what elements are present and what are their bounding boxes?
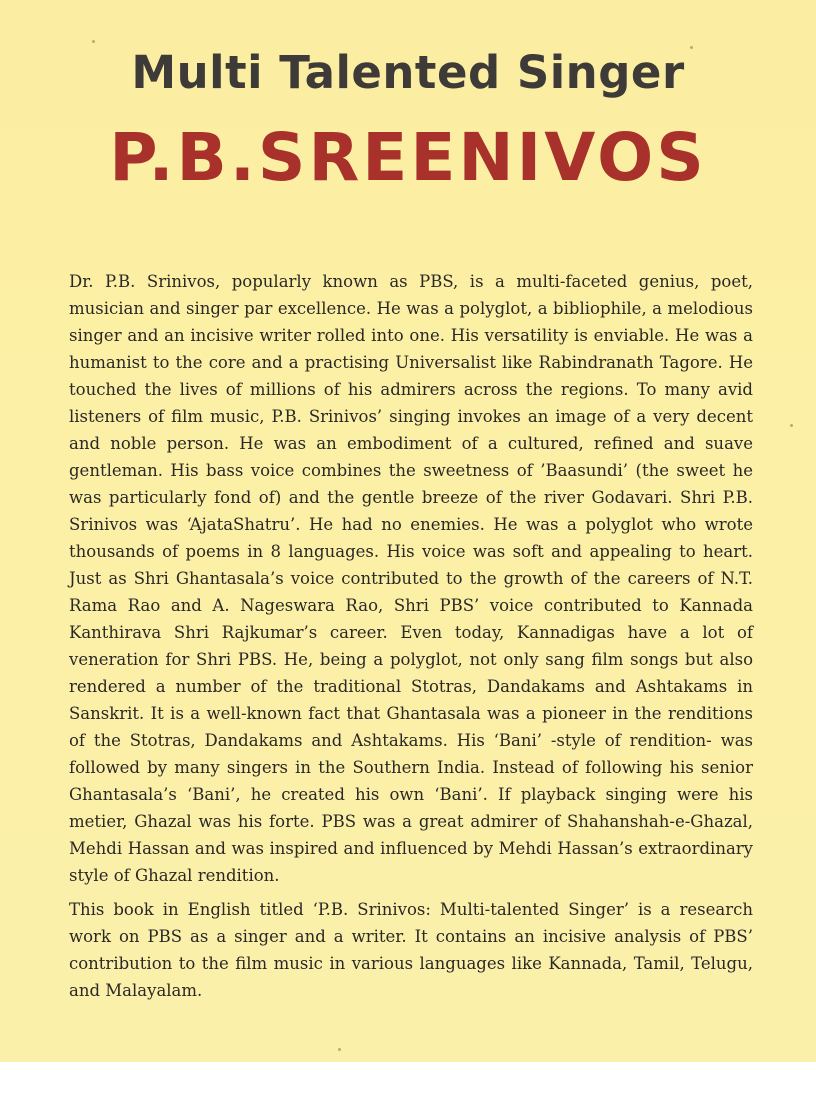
print-speck xyxy=(338,1048,341,1051)
cover-author-name: P.B.SREENIVOS xyxy=(109,119,707,196)
cover-subtitle: Multi Talented Singer xyxy=(131,46,685,99)
print-speck xyxy=(790,424,793,427)
back-cover-blurb xyxy=(69,268,753,1011)
blurb-paragraph-2: This book in English titled ‘P.B. Srinivos: Multi-talented Singer’ is a research work on PBS as a singer and a writer. It contains an incisive analysis of PBS’ contribution to the film music in various languages like Kannada, Tamil, Telugu, and Malayalam. xyxy=(69,900,753,1000)
print-speck xyxy=(92,40,95,43)
blurb-paragraph-1: Dr. P.B. Srinivos, popularly known as PBS, is a multi-faceted genius, poet, musician and singer par excellence. He was a polyglot, a bibliophile, a melodious singer and an incisive writer rolled into one. His versatility is enviable. He was a humanist to the core and a practising Universalist like Rabindranath Tagore. He touched the lives of millions of his admirers across the regions. To many avid listeners of film music, P.B. Srinivos’ singing invokes an image of a very decent and noble person. He was an embodiment of a cultured, refined and suave gentleman. His bass voice combines the sweetness of ’Baasundi’ (the sweet he was particularly fond of) and the gentle breeze of the river Godavari. Shri P.B. Srinivos was ‘AjataShatru’. He had no enemies. He was a polyglot who wrote thousands of poems in 8 languages. His voice was soft and appealing to heart. Just as Shri Ghantasala’s voice contributed to the growth of the careers of N.T. Rama Rao and A. Nageswara Rao, Shri PBS’ voice contributed to Kannada Kanthirava Shri Rajkumar’s career. Even today, Kannadigas have a lot of veneration for Shri PBS. He, being a polyglot, not only sang film songs but also rendered a number of the traditional Stotras, Dandakams and Ashtakams in Sanskrit. It is a well-known fact that Ghantasala was a pioneer in the renditions of the Stotras, Dandakams and Ashtakams. His ‘Bani’ -style of rendition- was followed by many singers in the Southern India. Instead of following his senior Ghantasala’s ‘Bani’, he created his own ‘Bani’. If playback singing were his metier, Ghazal was his forte. PBS was a great admirer of Shahanshah-e-Ghazal, Mehdi Hassan and was inspired and influenced by Mehdi Hassan’s extraordinary style of Ghazal rendition. xyxy=(69,272,753,885)
